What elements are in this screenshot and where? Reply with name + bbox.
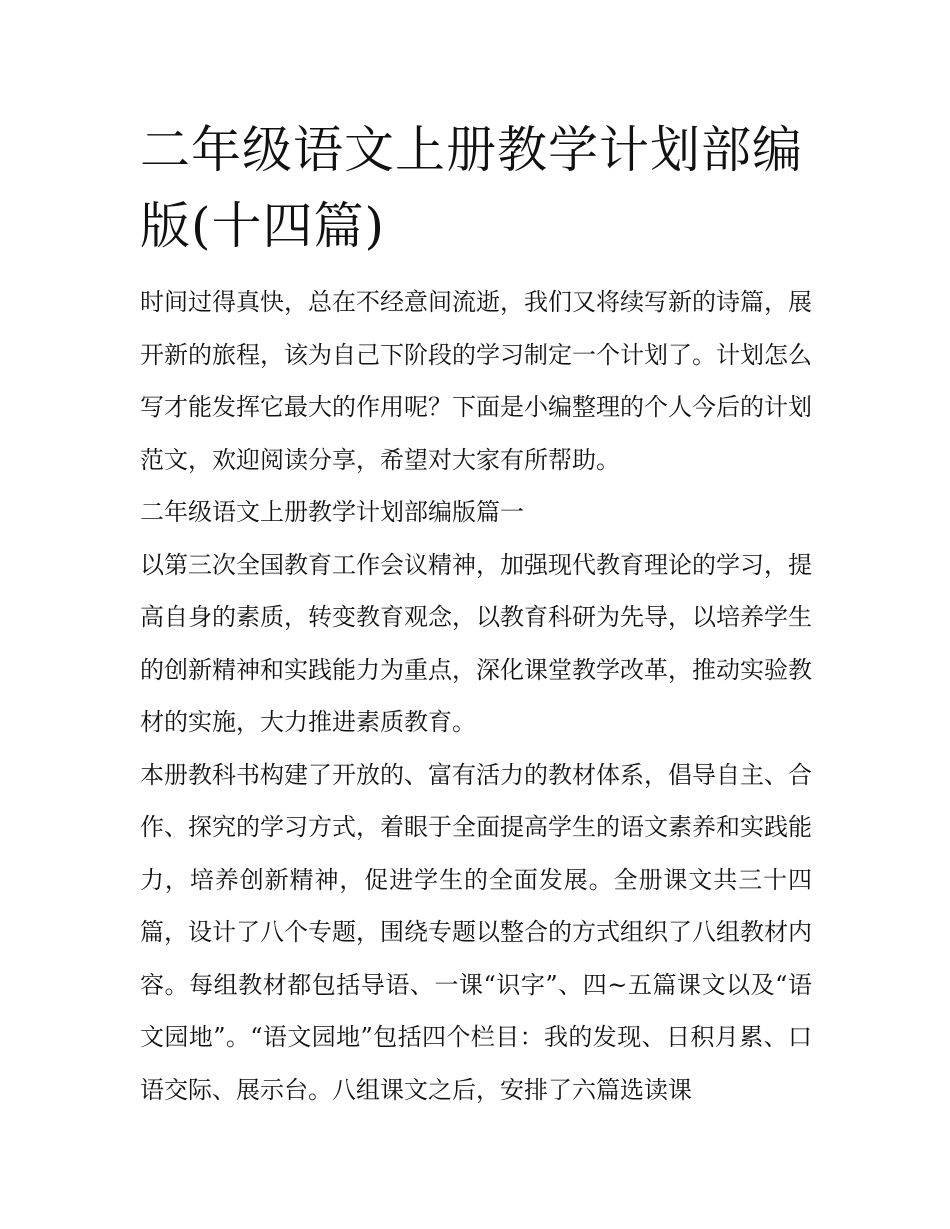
intro-paragraph: 时间过得真快，总在不经意间流逝，我们又将续写新的诗篇，展开新的旅程，该为自己下阶段的学习制定一个计划了。计划怎么写才能发挥它最大的作用呢？下面是小编整理的个人今后的计划范文，欢迎阅读分享，希望对大家有所帮助。 bbox=[140, 288, 812, 474]
document-body bbox=[140, 276, 812, 1116]
section-heading: 二年级语文上册教学计划部编版篇一 bbox=[140, 498, 524, 526]
document-page bbox=[140, 112, 812, 1116]
document-title: 二年级语文上册教学计划部编版(十四篇) bbox=[140, 121, 803, 255]
body-paragraph: 本册教科书构建了开放的、富有活力的教材体系，倡导自主、合作、探究的学习方式，着眼于全面提高学生的语文素养和实践能力，培养创新精神，促进学生的全面发展。全册课文共三十四篇，设计了八个专题，围绕专题以整合的方式组织了八组教材内容。每组教材都包括导语、一课“识字”、四~五篇课文以及“语文园地”。“语文园地”包括四个栏目：我的发现、日积月累、口语交际、展示台。八组课文之后，安排了六篇选读课 bbox=[140, 760, 812, 1104]
body-paragraph: 以第三次全国教育工作会议精神，加强现代教育理论的学习，提高自身的素质，转变教育观念，以教育科研为先导，以培养学生的创新精神和实践能力为重点，深化课堂教学改革，推动实验教材的实施，大力推进素质教育。 bbox=[140, 550, 812, 736]
